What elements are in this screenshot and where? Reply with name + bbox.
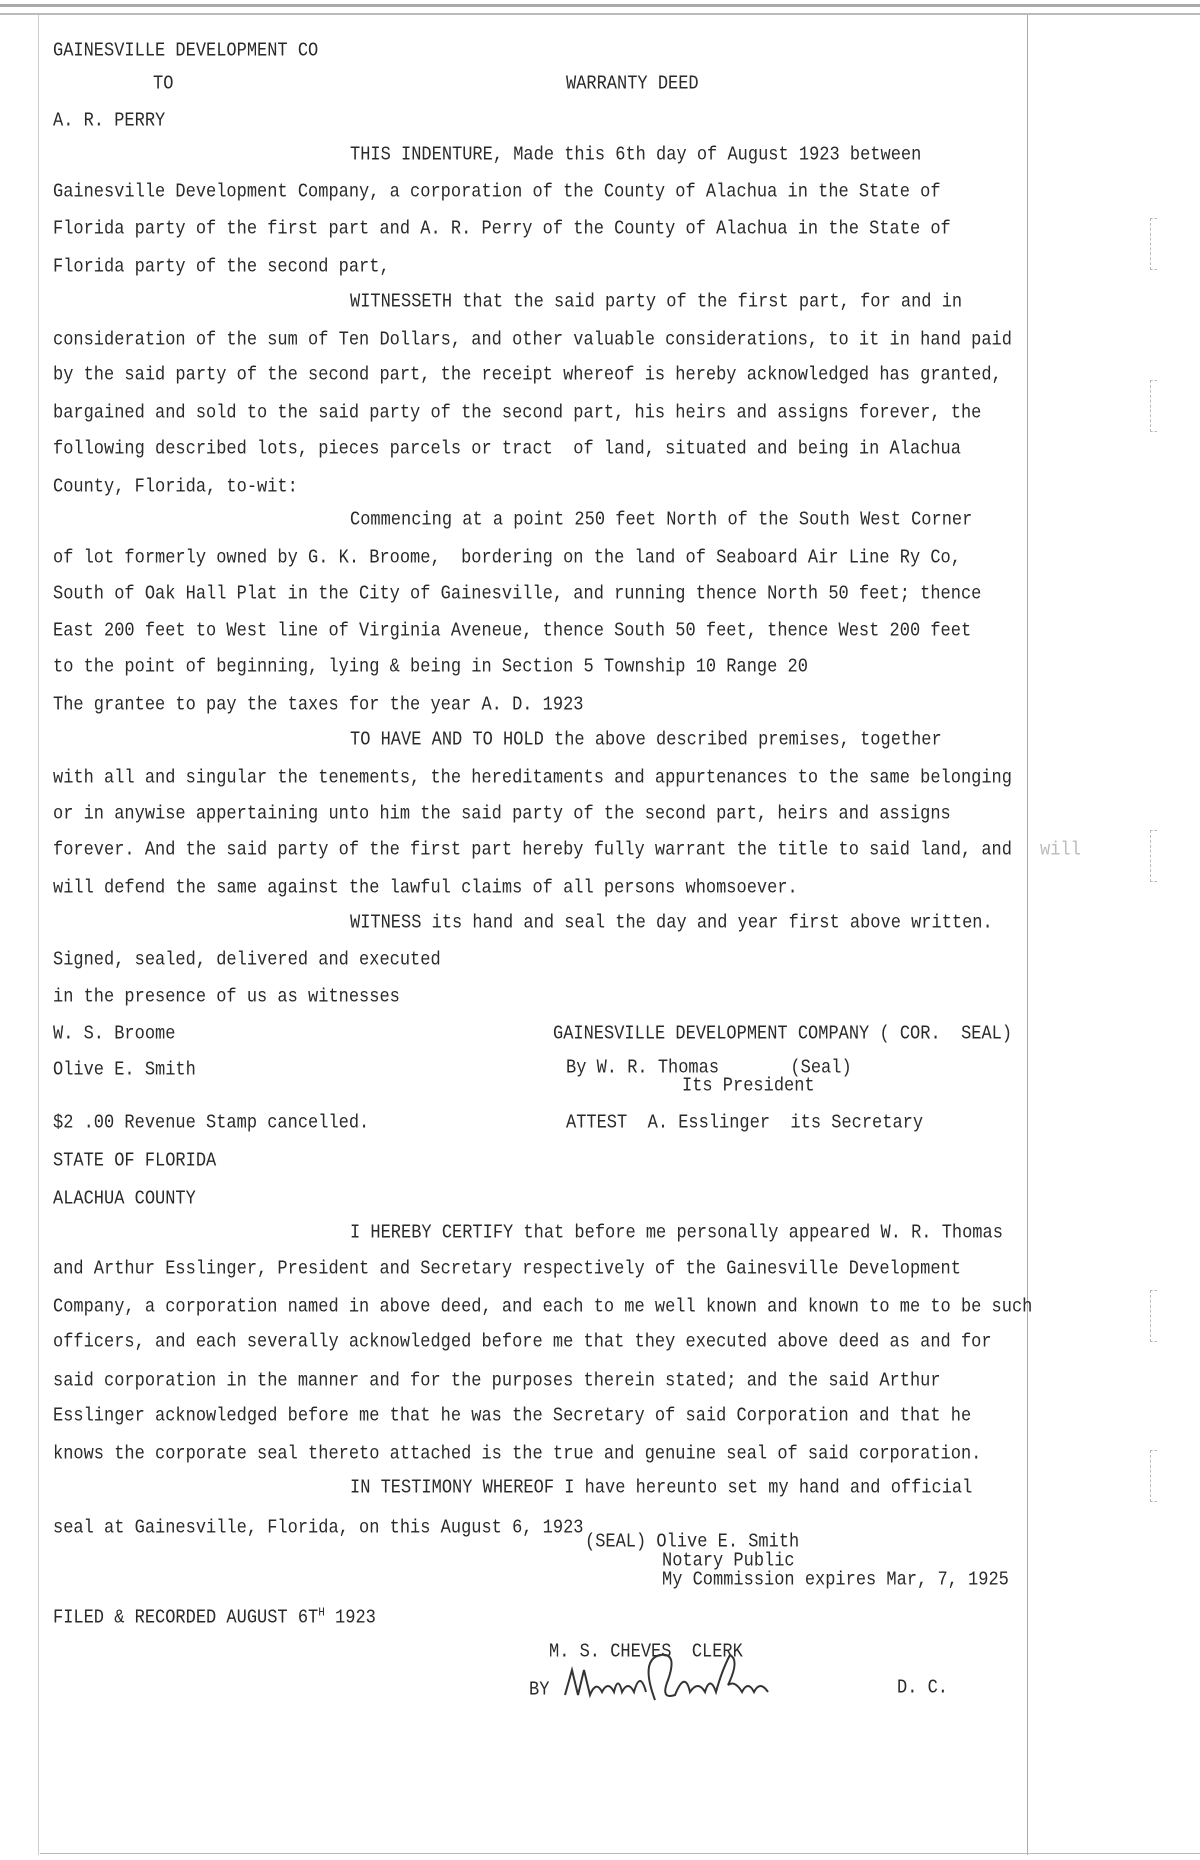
certificate-line: Esslinger acknowledged before me that he was the Secretary of said Corporation and that he [53,1405,972,1428]
body-line: WITNESS its hand and seal the day and year first above written. [350,912,993,935]
body-line: Gainesville Development Company, a corporation of the County of Alachua in the State of [53,181,941,204]
top-border-inner [0,13,1200,15]
right-margin-line [1027,15,1028,1855]
certificate-line: knows the corporate seal thereto attached is the true and genuine seal of said corporation. [53,1443,982,1466]
certificate-line: officers, and each severally acknowledged before me that they executed above deed as and for [53,1331,992,1354]
body-line: County, Florida, to-wit: [53,476,298,499]
attest-line: ATTEST A. Esslinger its Secretary [566,1112,924,1135]
left-margin-line [38,15,39,1855]
body-line: consideration of the sum of Ten Dollars, and other valuable considerations, to it in hand paid [53,329,1012,352]
certificate-line: and Arthur Esslinger, President and Secretary respectively of the Gainesville Development [53,1258,961,1281]
body-line: in the presence of us as witnesses [53,986,400,1009]
witness-name: W. S. Broome [53,1023,176,1046]
binding-mark [1150,218,1157,270]
notary-commission: My Commission expires Mar, 7, 1925 [662,1569,1009,1592]
clerk-name: M. S. CHEVES CLERK [549,1641,743,1664]
body-line: WITNESSETH that the said party of the first part, for and in [350,291,963,314]
filing-year: 1923 [324,1607,376,1630]
body-line: by the said party of the second part, the receipt whereof is hereby acknowledged has granted, [53,364,1002,387]
notary-title: Notary Public [662,1550,795,1573]
bottom-border [40,1853,1200,1854]
certificate-line: seal at Gainesville, Florida, on this August 6, 1923 [53,1517,584,1540]
body-line: Florida party of the second part, [53,256,390,279]
body-line: or in anywise appertaining unto him the said party of the second part, heirs and assigns [53,803,951,826]
body-line: TO HAVE AND TO HOLD the above described premises, together [350,729,942,752]
body-line: East 200 feet to West line of Virginia Aveneue, thence South 50 feet, thence West 200 feet [53,620,972,643]
body-line: Florida party of the first part and A. R. Perry of the County of Alachua in the State of [53,218,951,241]
binding-mark [1150,1290,1157,1342]
deputy-clerk-label: D. C. [897,1677,949,1700]
signer-title: Its President [682,1075,815,1098]
body-line: THIS INDENTURE, Made this 6th day of August 1923 between [350,144,922,167]
deputy-clerk-signature [560,1640,790,1720]
body-line: Signed, sealed, delivered and executed [53,949,441,972]
notary-seal: (SEAL) Olive E. Smith [585,1531,800,1554]
certificate-line: said corporation in the manner and for the purposes therein stated; and the said Arthur [53,1370,941,1393]
venue-state: STATE OF FLORIDA [53,1150,217,1173]
body-line: will defend the same against the lawful claims of all persons whomsoever. [53,877,798,900]
to-label: TO [153,73,174,96]
grantor: GAINESVILLE DEVELOPMENT CO [53,40,319,63]
body-line: The grantee to pay the taxes for the year A. D. 1923 [53,694,584,717]
filing-sup: H [318,1606,325,1621]
certificate-line: I HEREBY CERTIFY that before me personally appeared W. R. Thomas [350,1222,1003,1245]
binding-mark [1150,830,1157,882]
company-signature: GAINESVILLE DEVELOPMENT COMPANY ( COR. SEAL) [553,1023,1013,1046]
binding-mark [1150,1450,1157,1502]
document-title: WARRANTY DEED [566,73,699,96]
body-line: bargained and sold to the said party of the second part, his heirs and assigns forever, the [53,402,982,425]
witness-name: Olive E. Smith [53,1059,196,1082]
body-line: to the point of beginning, lying & being in Section 5 Township 10 Range 20 [53,656,808,679]
faint-text: will [1040,839,1081,862]
venue-county: ALACHUA COUNTY [53,1188,196,1211]
certificate-line: IN TESTIMONY WHEREOF I have hereunto set my hand and official [350,1477,973,1500]
filing-text: FILED & RECORDED AUGUST 6T [53,1607,319,1630]
by-label: BY [529,1679,550,1702]
body-line: following described lots, pieces parcels or tract of land, situated and being in Alachua [53,438,961,461]
body-line: forever. And the said party of the first part hereby fully warrant the title to said land, and [53,839,1012,862]
binding-mark [1150,380,1157,432]
top-border [0,4,1200,7]
body-line: Commencing at a point 250 feet North of the South West Corner [350,509,973,532]
grantee: A. R. PERRY [53,110,166,133]
certificate-line: Company, a corporation named in above deed, and each to me well known and known to me to be such [53,1296,1033,1319]
body-line: of lot formerly owned by G. K. Broome, bordering on the land of Seaboard Air Line Ry Co, [53,547,961,570]
body-line: South of Oak Hall Plat in the City of Gainesville, and running thence North 50 feet; thence [53,583,982,606]
signer-by: By W. R. Thomas (Seal) [566,1057,852,1080]
body-line: with all and singular the tenements, the hereditaments and appurtenances to the same belonging [53,767,1012,790]
filing-note [53,1608,376,1630]
stamp-note: $2 .00 Revenue Stamp cancelled. [53,1112,370,1135]
